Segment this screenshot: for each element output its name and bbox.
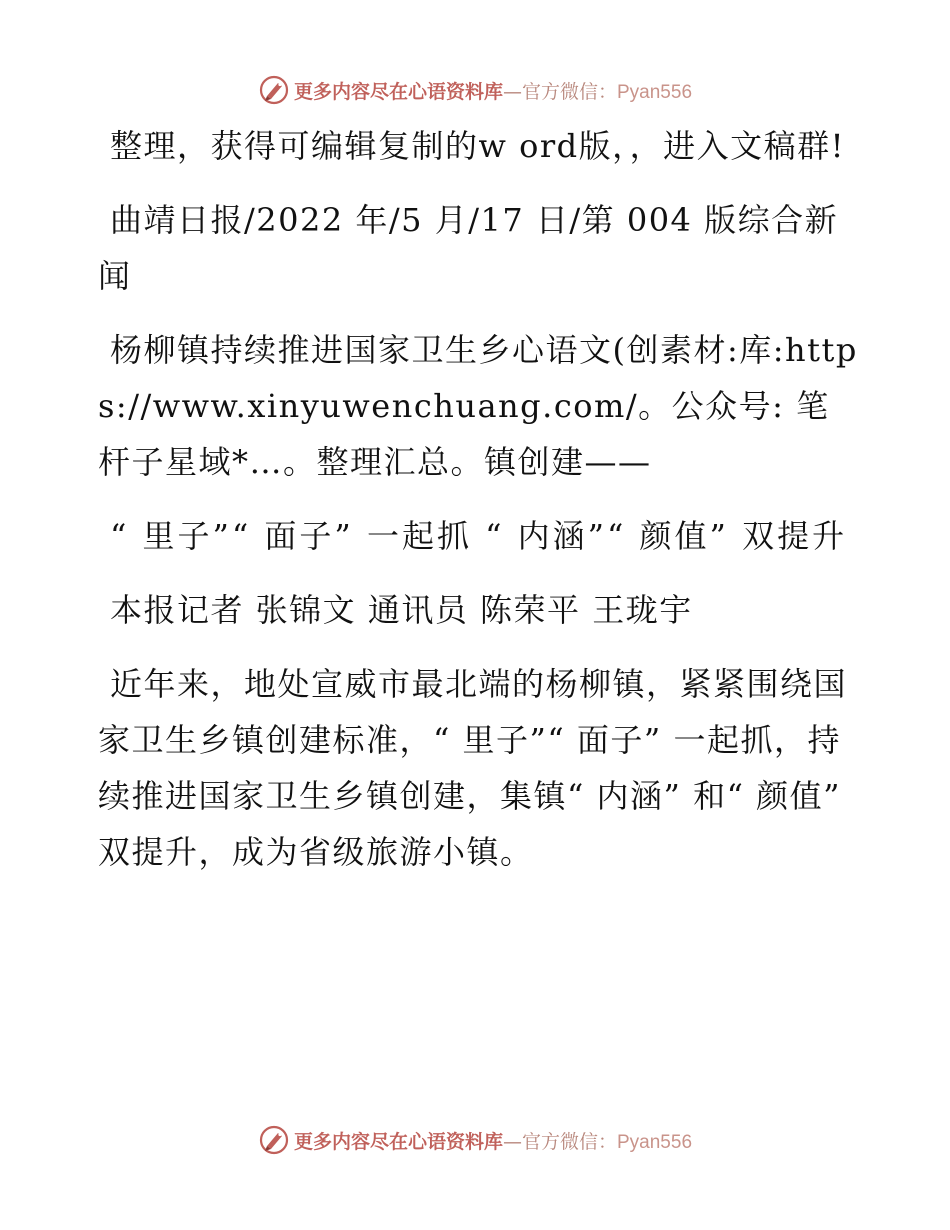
paragraph-body: 近年来，地处宣威市最北端的杨柳镇，紧紧围绕国家卫生乡镇创建标准，“ 里子”“ 面子” 一起抓，持续推进国家卫生乡镇创建，集镇“ 内涵” 和“ 颜值” 双提升，成为省级旅游小镇。 <box>98 665 848 871</box>
header-banner-main: 更多内容尽在心语资料库 <box>293 80 503 103</box>
paragraph-intro: 整理，获得可编辑复制的w ord版，，进入文稿群! <box>110 127 845 165</box>
footer-banner-main: 更多内容尽在心语资料库 <box>293 1130 503 1153</box>
paragraph-subheadline: “ 里子”“ 面子” 一起抓 “ 内涵”“ 颜值” 双提升 <box>110 517 848 555</box>
paragraph-headline: 杨柳镇持续推进国家卫生乡心语文(创素材:库:https://www.xinyuwenchuang.com/。公众号: 笔杆子星域*…。整理汇总。镇创建—— <box>98 331 858 481</box>
footer-banner-wechat-id: Pyan556 <box>617 1131 693 1153</box>
footer-banner-label: 官方微信： <box>521 1130 617 1153</box>
pen-circle-icon <box>258 1124 290 1156</box>
document-body <box>98 118 858 898</box>
header-banner <box>0 70 950 110</box>
pen-circle-icon <box>258 74 290 106</box>
header-banner-text <box>294 77 692 104</box>
paragraph-byline: 本报记者 张锦文 通讯员 陈荣平 王珑宇 <box>110 591 693 629</box>
footer-banner-dash: — <box>502 1130 522 1153</box>
footer-banner-text <box>294 1127 692 1154</box>
footer-banner <box>0 1120 950 1160</box>
header-banner-wechat-id: Pyan556 <box>617 81 693 103</box>
paragraph-source: 曲靖日报/2022 年/5 月/17 日/第 004 版综合新闻 <box>98 201 839 295</box>
header-banner-dash: — <box>502 80 522 103</box>
header-banner-label: 官方微信： <box>521 80 617 103</box>
